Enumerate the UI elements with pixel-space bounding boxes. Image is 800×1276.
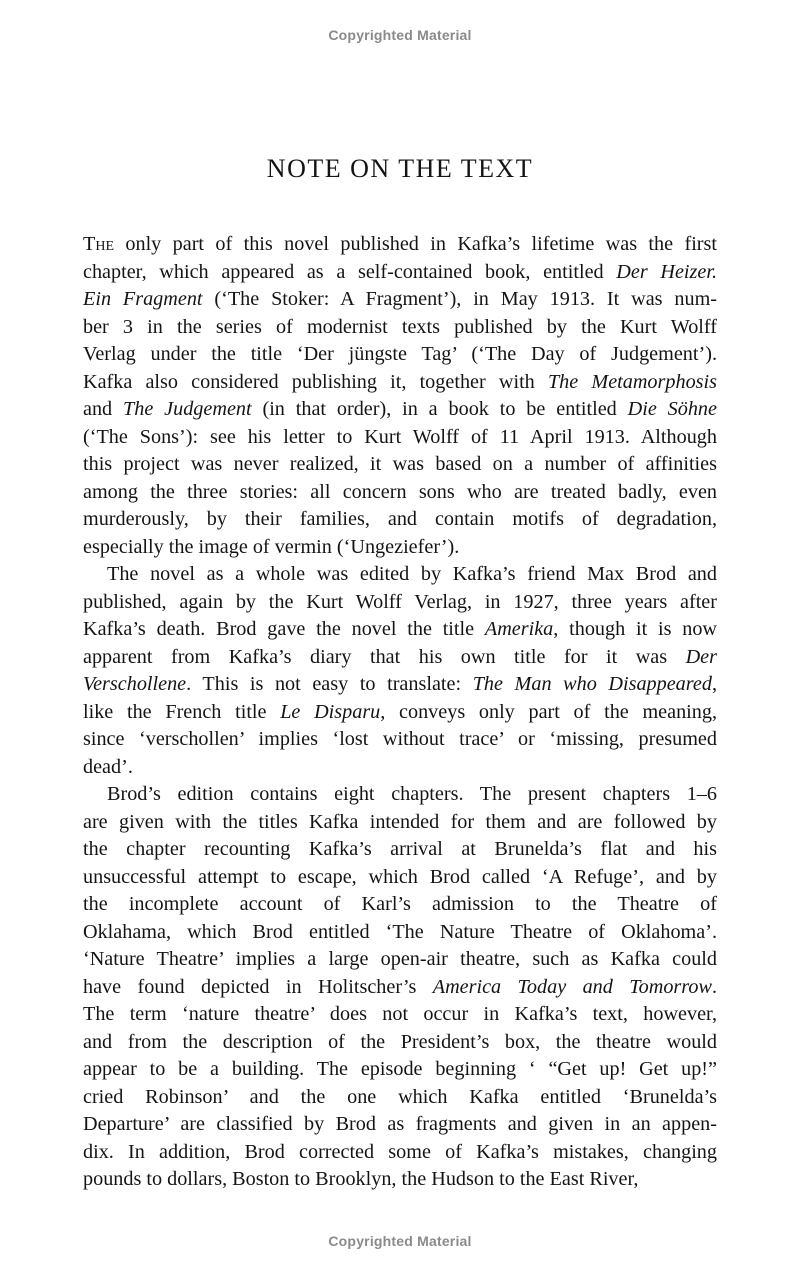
text-line (83, 259, 717, 287)
text-run: Oklahama, which Brod entitled ‘The Nature Theatre of Oklahoma’. (83, 920, 717, 943)
italic-text: The Metamorphosis (547, 370, 717, 393)
text-line (83, 451, 717, 479)
page-title: NOTE ON THE TEXT (266, 154, 534, 183)
text-run: , (711, 673, 717, 695)
text-line (83, 1166, 717, 1194)
text-run: among the three stories: all concern sons who are treated badly, even (83, 480, 717, 503)
text-run: , though it is now (553, 618, 717, 640)
text-line (83, 561, 717, 589)
text-line (83, 1084, 717, 1112)
text-run: , conveys only part of the meaning, (380, 700, 718, 723)
text-run: the incomplete account of Karl’s admission to the Theatre of (83, 893, 717, 915)
text-run: dead’. (83, 755, 133, 778)
italic-text: Die Söhne (627, 398, 717, 420)
text-run: and from the description of the President’s box, the theatre would (83, 1030, 717, 1053)
text-line (83, 534, 717, 562)
text-run: . This is not easy to translate: (186, 673, 473, 695)
text-line (83, 341, 717, 369)
text-run: (‘The Sons’): see his letter to Kurt Wolff of 11 April 1913. Although (83, 425, 717, 448)
text-run: appear to be a building. The episode beginning ‘ “Get up! Get up!” (83, 1058, 717, 1080)
text-line (83, 671, 717, 699)
copyright-watermark-top: Copyrighted Material (328, 27, 472, 43)
text-run: . (711, 975, 718, 998)
text-run: Kafka also considered publishing it, together with (83, 370, 548, 393)
text-line (83, 864, 717, 892)
text-run: especially the image of vermin (‘Ungeziefer’). (83, 535, 460, 558)
text-line (83, 644, 717, 672)
text-run: ‘Nature Theatre’ implies a large open-air theatre, such as Kafka could (83, 948, 717, 970)
text-line (83, 616, 717, 644)
text-line (83, 1111, 717, 1139)
text-line (83, 1001, 717, 1029)
text-run: chapter, which appeared as a self-contained book, entitled (83, 260, 617, 283)
paragraph (83, 231, 717, 561)
paragraph (83, 781, 717, 1194)
text-line (83, 396, 717, 424)
text-line (83, 231, 717, 259)
text-line (83, 479, 717, 507)
italic-text: Der (685, 645, 717, 668)
italic-text: The Man who Disappeared (472, 673, 712, 695)
text-run: (‘The Stoker: A Fragment’), in May 1913. It was num- (202, 288, 717, 310)
text-line (83, 754, 717, 782)
italic-text: Ein Fragment (83, 288, 203, 310)
paragraph (83, 561, 717, 781)
text-line (83, 1139, 717, 1167)
text-run: apparent from Kafka’s diary that his own title for it was (83, 645, 686, 668)
text-line (83, 726, 717, 754)
text-run: dix. In addition, Brod corrected some of Kafka’s mistakes, changing (83, 1140, 717, 1163)
italic-text: Amerika (484, 618, 554, 640)
text-run: have found depicted in Holitscher’s (83, 975, 433, 998)
text-run: since ‘verschollen’ implies ‘lost without trace’ or ‘missing, presumed (83, 728, 717, 750)
text-run: Verlag under the title ‘Der jüngste Tag’ (‘The Day of Judgement’). (83, 343, 717, 365)
text-run: Kafka’s death. Brod gave the novel the title (83, 618, 485, 640)
text-run: only part of this novel published in Kafka’s lifetime was the first (114, 233, 717, 255)
text-line (83, 836, 717, 864)
small-caps-text: The (83, 233, 114, 255)
text-line (83, 589, 717, 617)
italic-text: Le Disparu (280, 700, 381, 723)
text-run: pounds to dollars, Boston to Brooklyn, the Hudson to the East River, (83, 1168, 639, 1190)
text-line (83, 314, 717, 342)
text-run: like the French title (83, 700, 281, 723)
text-run: Departure’ are classified by Brod as fragments and given in an appen- (83, 1113, 717, 1135)
text-line (83, 891, 717, 919)
text-line (83, 506, 717, 534)
text-run: this project was never realized, it was based on a number of affinities (83, 453, 717, 475)
text-line (83, 424, 717, 452)
text-run: are given with the titles Kafka intended for them and are followed by (83, 810, 717, 833)
italic-text: Verschollene (83, 673, 187, 695)
text-line (83, 369, 717, 397)
text-run: cried Robinson’ and the one which Kafka entitled ‘Brunelda’s (83, 1085, 717, 1108)
text-line (83, 781, 717, 809)
italic-text: The Judgement (123, 398, 252, 420)
text-run: the chapter recounting Kafka’s arrival at Brunelda’s flat and his (83, 838, 717, 860)
text-line (83, 809, 717, 837)
body-text (83, 231, 717, 1194)
text-line (83, 919, 717, 947)
text-line (83, 1029, 717, 1057)
italic-text: America Today and Tomorrow (432, 975, 712, 998)
text-line (83, 699, 717, 727)
text-run: The novel as a whole was edited by Kafka’s friend Max Brod and (107, 563, 717, 585)
text-run: ber 3 in the series of modernist texts published by the Kurt Wolff (83, 315, 717, 338)
text-run: murderously, by their families, and contain motifs of degradation, (83, 508, 717, 530)
text-run: and (83, 398, 124, 420)
italic-text: Der Heizer. (616, 260, 717, 283)
text-line (83, 1056, 717, 1084)
text-run: Brod’s edition contains eight chapters. The present chapters 1–6 (107, 783, 717, 805)
text-run: unsuccessful attempt to escape, which Brod called ‘A Refuge’, and by (83, 865, 717, 888)
text-run: The term ‘nature theatre’ does not occur in Kafka’s text, however, (83, 1003, 717, 1025)
text-run: published, again by the Kurt Wolff Verlag, in 1927, three years after (83, 590, 717, 613)
text-line (83, 974, 717, 1002)
text-line (83, 286, 717, 314)
text-run: (in that order), in a book to be entitled (251, 398, 628, 420)
text-line (83, 946, 717, 974)
copyright-watermark-bottom: Copyrighted Material (328, 1233, 472, 1249)
